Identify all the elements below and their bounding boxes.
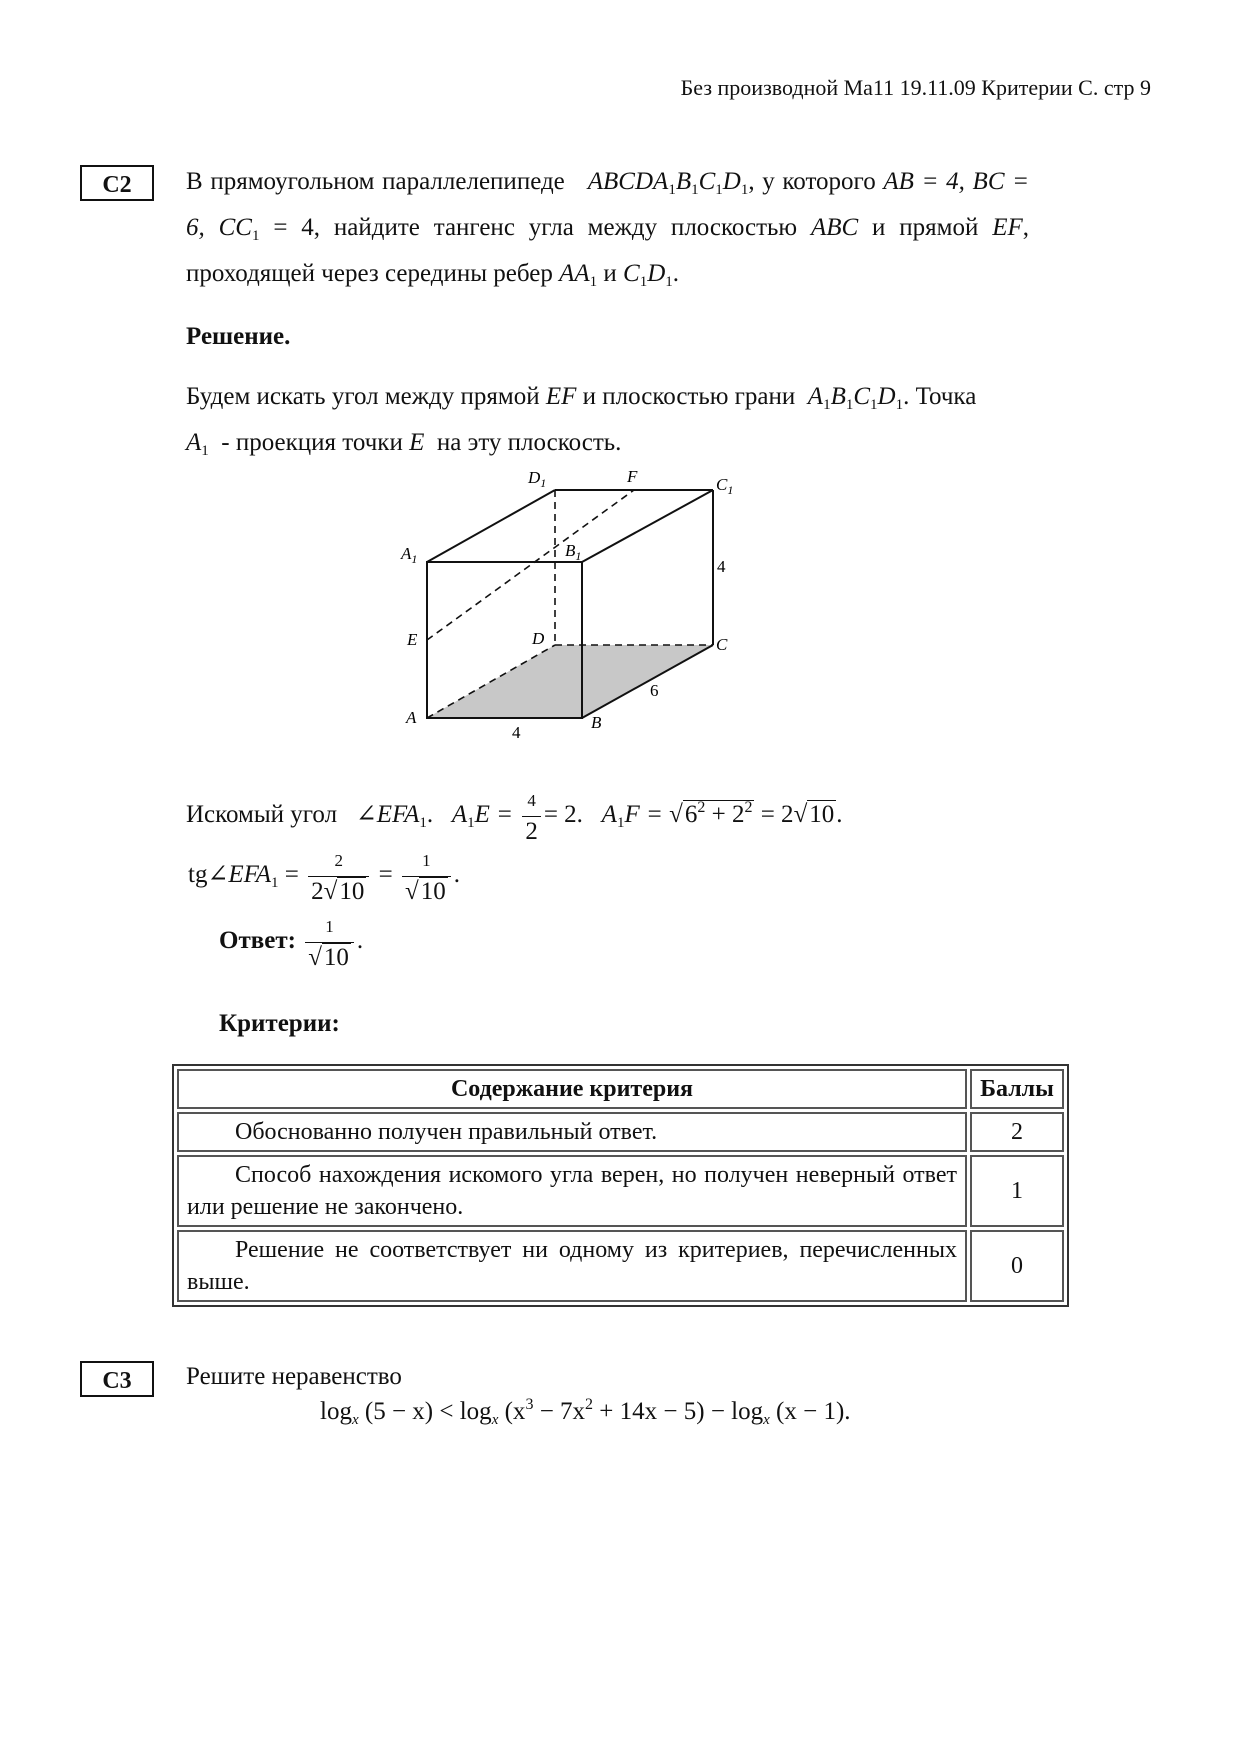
- segment-ef: [427, 490, 634, 640]
- label-e: E: [407, 630, 418, 649]
- table-row: [177, 1230, 1064, 1302]
- formula-angle-line: Искомый угол $\angle EFA_1$. $A_1E$ = $\frac{4}{2}$ = 2. $A_1F = √6^2 + 2^2 = 2√10$.: [186, 786, 843, 847]
- edge-b1c1: [582, 490, 713, 562]
- label-edge-6: 6: [650, 681, 659, 700]
- header-content: Содержание критерия: [177, 1069, 967, 1109]
- edge-a1d1: [427, 490, 555, 562]
- table-header-row: [177, 1069, 1064, 1109]
- label-d1: $D_1$: [528, 468, 547, 490]
- criterion-points: 0: [970, 1230, 1064, 1302]
- criteria-heading: Критерии:: [219, 1010, 340, 1037]
- label-c1: $C_1$: [716, 475, 734, 497]
- table-row: [177, 1155, 1064, 1227]
- page-header: Без производной Ма11 19.11.09 Критерии С. стр 9: [680, 75, 1151, 100]
- criterion-points: 1: [970, 1155, 1064, 1227]
- label-c: C: [716, 635, 728, 654]
- label-a: A: [406, 708, 417, 727]
- label-b1: $B_1$: [565, 541, 582, 563]
- label-edge-4-bottom: 4: [512, 723, 521, 742]
- problem-label-c3: C3: [80, 1361, 154, 1397]
- parallelepiped-figure: [395, 460, 755, 750]
- problem-c3-formula: $\log_x (5 - x) < \log_x (x^3 - 7x^2 + 14x - 5) - \log_x (x - 1)$.: [320, 1396, 851, 1428]
- base-face-abcd: [427, 645, 713, 718]
- problem-c2-text: В прямоугольном параллелепипеде $ABCDA_1B_1C_1D_1$, у которого AB = 4, BC = 6, $CC_1 = 4$, найдите тангенс угла между плоскостью ABC и прямой EF, проходящей через середины ребер $AA_1$ и $C_1D_1$.: [186, 168, 1030, 290]
- solution-paragraph: Будем искать угол между прямой EF и плоскостью грани $A_1B_1C_1D_1$. Точка $A_1$ - проекция точки E на эту плоскость.: [186, 383, 977, 459]
- criterion-points: 2: [970, 1112, 1064, 1152]
- criterion-text: Способ нахождения искомого угла верен, но получен неверный ответ или решение не закончено.: [177, 1155, 967, 1227]
- solution-heading: Решение.: [186, 323, 291, 350]
- criterion-text: Решение не соответствует ни одному из критериев, перечисленных выше.: [177, 1230, 967, 1302]
- formula-tangent: $tg\angle EFA_1$ = $\frac{2}{2√10}$ = $\frac{1}{√10}$ .: [188, 846, 460, 907]
- header-points: Баллы: [970, 1069, 1064, 1109]
- label-a1: $A_1$: [401, 544, 418, 566]
- problem-label-c2: C2: [80, 165, 154, 201]
- criteria-table: [172, 1064, 1069, 1307]
- table-row: [177, 1112, 1064, 1152]
- criterion-text: Обоснованно получен правильный ответ.: [177, 1112, 967, 1152]
- answer-line: Ответ: $\frac{1}{√10}$ .: [219, 912, 363, 973]
- label-b: B: [591, 713, 602, 732]
- problem-c3-text: Решите неравенство: [186, 1363, 402, 1390]
- label-f: F: [627, 467, 638, 486]
- label-d: D: [532, 629, 545, 648]
- label-edge-4-vertical: 4: [717, 557, 726, 576]
